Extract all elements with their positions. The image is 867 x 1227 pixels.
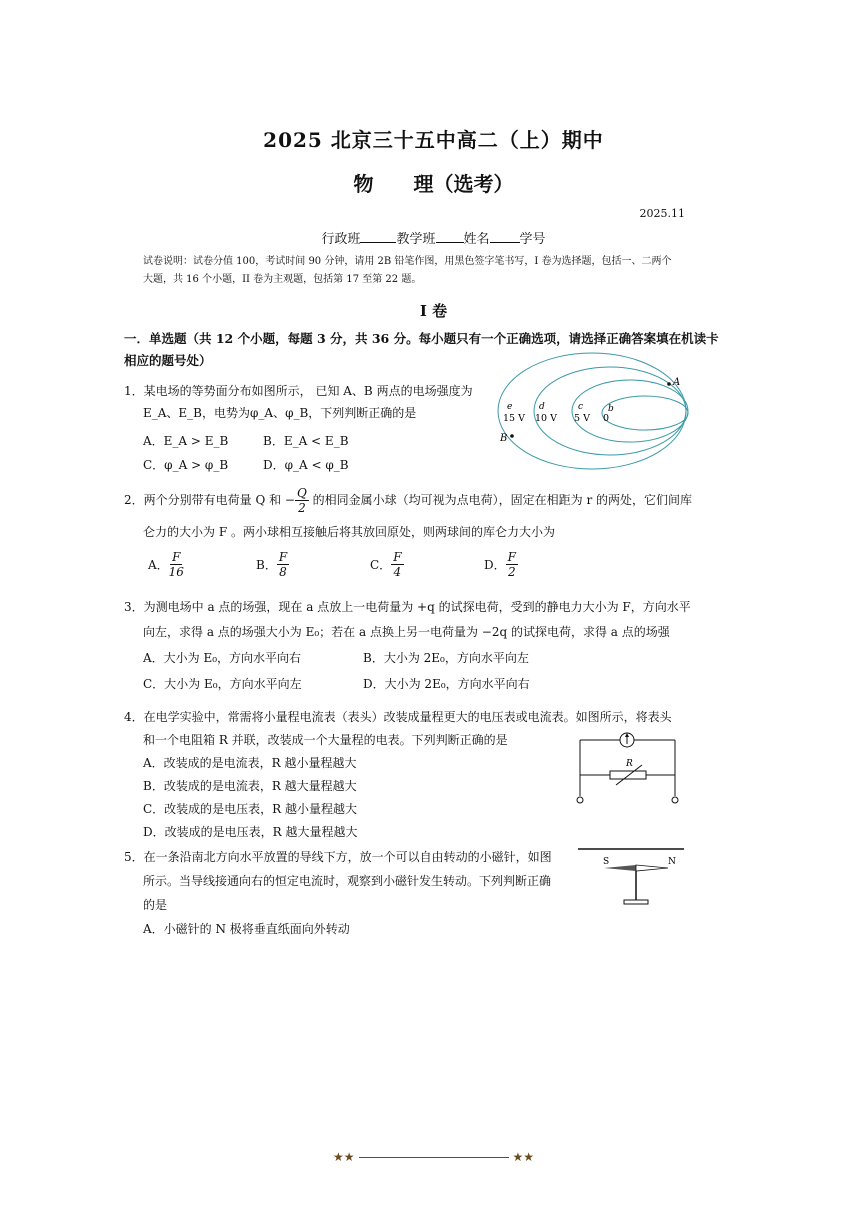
section-heading-line-1: 一．单选题（共 12 个小题，每题 3 分，共 36 分。每小题只有一个正确选项，请选择正确答案填在机读卡 bbox=[124, 331, 719, 346]
subject-title bbox=[0, 168, 867, 197]
resistor-box-icon bbox=[610, 771, 646, 779]
instructions-line-1: 试卷说明：试卷分值 100，考试时间 90 分钟，请用 2B 铅笔作图，用黑色签字笔书写，I 卷为选择题，包括一、二两个 bbox=[143, 256, 672, 267]
q2-option-c-frac bbox=[391, 550, 403, 579]
q1-option-b[interactable]: B．E_A < E_B bbox=[263, 434, 349, 448]
q1-option-d[interactable]: D．φ_A < φ_B bbox=[263, 458, 349, 472]
q2-option-b[interactable] bbox=[256, 550, 370, 579]
q2-option-b-num: F bbox=[278, 550, 288, 564]
q2-option-d-label: D． bbox=[484, 558, 506, 572]
exam-date: 2025.11 bbox=[639, 207, 685, 220]
admin-class-label: 行政班 bbox=[321, 232, 361, 247]
q2-option-c-label: C． bbox=[370, 558, 392, 572]
student-info-line bbox=[0, 228, 867, 247]
potential-c: 5 V bbox=[574, 413, 590, 424]
q2-options bbox=[148, 550, 568, 579]
q2-option-a-num: F bbox=[172, 550, 181, 564]
charge-fraction-den: 2 bbox=[298, 501, 306, 515]
q1-option-c[interactable]: C．φ_A > φ_B bbox=[143, 458, 229, 472]
teaching-class-label: 教学班 bbox=[396, 232, 436, 247]
q2-option-c-den: 4 bbox=[393, 565, 402, 579]
point-a-dot bbox=[667, 382, 671, 386]
admin-class-blank[interactable] bbox=[360, 230, 396, 243]
question-1-line-2: E_A、E_B，电势为φ_A、φ_B，下列判断正确的是 bbox=[143, 406, 417, 420]
q2-option-b-label: B． bbox=[256, 558, 277, 572]
q2-option-c[interactable] bbox=[370, 550, 484, 579]
equipotential-figure bbox=[495, 350, 695, 475]
q4-option-c[interactable]: C．改装成的是电压表，R 越小量程越大 bbox=[143, 802, 358, 816]
point-b-label: B bbox=[500, 433, 508, 444]
footer-divider bbox=[359, 1157, 509, 1158]
q2-option-d[interactable] bbox=[484, 550, 564, 579]
section-heading-line-2: 相应的题号处） bbox=[124, 353, 212, 368]
needle-base bbox=[624, 900, 648, 904]
name-label: 姓名 bbox=[463, 232, 490, 247]
label-d: d bbox=[539, 402, 545, 412]
q2-option-a-den: 16 bbox=[168, 565, 184, 579]
charge-fraction-num: Q bbox=[296, 486, 307, 500]
question-3 bbox=[124, 596, 694, 643]
needle-north-half bbox=[636, 865, 668, 871]
question-5-line-3: 的是 bbox=[143, 898, 168, 912]
left-terminal-icon bbox=[577, 797, 583, 803]
question-1 bbox=[124, 380, 494, 424]
point-b-dot bbox=[510, 434, 514, 438]
question-5-line-2: 所示。当导线接通向右的恒定电流时，观察到小磁针发生转动。下列判断正确 bbox=[143, 874, 552, 888]
q2-option-a-frac bbox=[169, 550, 184, 579]
q2-option-d-frac bbox=[506, 550, 518, 579]
subject-char-1: 物 bbox=[353, 172, 374, 196]
ammeter-circuit-figure bbox=[570, 728, 690, 808]
question-5 bbox=[124, 846, 584, 916]
volume-label: I 卷 bbox=[419, 302, 448, 320]
question-4-line-2: 和一个电阻箱 R 并联，改装成一个大量程的电表。下列判断正确的是 bbox=[143, 733, 508, 747]
question-2-line-2: 仑力的大小为 F 。两小球相互接触后将其放回原处，则两球间的库仑力大小为 bbox=[143, 525, 555, 539]
footer-stars-left: ★★ bbox=[332, 1150, 355, 1164]
charge-fraction bbox=[295, 486, 309, 515]
student-no-label: 学号 bbox=[519, 232, 546, 247]
q3-option-b[interactable]: B．大小为 2E₀，方向水平向左 bbox=[363, 651, 529, 665]
q3-option-c[interactable]: C．大小为 E₀，方向水平向左 bbox=[143, 677, 302, 691]
south-label: S bbox=[603, 857, 610, 867]
q4-option-d[interactable]: D．改装成的是电压表，R 越大量程越大 bbox=[143, 825, 358, 839]
equipotential-c bbox=[572, 380, 688, 442]
q2-option-b-frac bbox=[277, 550, 289, 579]
q5-option-a[interactable]: A．小磁针的 N 极将垂直纸面向外转动 bbox=[143, 922, 350, 936]
potential-b: 0 bbox=[603, 413, 610, 424]
right-terminal-icon bbox=[672, 797, 678, 803]
equipotential-b bbox=[602, 396, 688, 430]
resistor-label: R bbox=[626, 759, 633, 769]
q2-option-c-num: F bbox=[393, 550, 402, 564]
subject-char-2: 理（选考） bbox=[413, 172, 514, 196]
page-title: 2025 北京三十五中高二（上）期中 bbox=[263, 128, 604, 152]
name-blank[interactable] bbox=[490, 230, 520, 243]
q2-option-a-label: A． bbox=[148, 558, 169, 572]
question-2-line-1 bbox=[124, 486, 694, 515]
question-1-line-1: 1．某电场的等势面分布如图所示， 已知 A、B 两点的电场强度为 bbox=[124, 384, 473, 398]
q2-option-d-den: 2 bbox=[507, 565, 516, 579]
instructions-line-2: 大题，共 16 个小题，II 卷为主观题，包括第 17 至第 22 题。 bbox=[143, 274, 422, 285]
exam-instructions bbox=[143, 253, 688, 289]
q2-option-a[interactable] bbox=[148, 550, 256, 579]
point-a-label: A bbox=[673, 377, 681, 388]
q2-option-d-num: F bbox=[507, 550, 516, 564]
q4-option-a[interactable]: A．改装成的是电流表，R 越小量程越大 bbox=[143, 756, 357, 770]
equipotential-e bbox=[498, 353, 686, 469]
question-2-text-b: 的相同金属小球（均可视为点电荷），固定在相距为 r 的两处，它们间库 bbox=[308, 493, 693, 507]
compass-needle-figure bbox=[570, 840, 690, 915]
question-4-line-1: 4．在电学实验中，常需将小量程电流表（表头）改装成量程更大的电压表或电流表。如图所示，将表头 bbox=[124, 710, 672, 724]
question-2 bbox=[124, 486, 694, 543]
footer-stars-right: ★★ bbox=[512, 1150, 535, 1164]
q1-option-a[interactable]: A．E_A > E_B bbox=[143, 434, 229, 448]
q3-option-d[interactable]: D．大小为 2E₀，方向水平向右 bbox=[363, 677, 530, 691]
teaching-class-blank[interactable] bbox=[436, 230, 464, 243]
question-3-line-2: 向左，求得 a 点的场强大小为 E₀；若在 a 点换上另一电荷量为 −2q 的试探电荷，求得 a 点的场强 bbox=[143, 625, 670, 639]
question-3-line-1: 3．为测电场中 a 点的场强，现在 a 点放上一电荷量为 +q 的试探电荷，受到的静电力大小为 F，方向水平 bbox=[124, 600, 691, 614]
question-2-text-a: 2．两个分别带有电荷量 Q 和 − bbox=[124, 493, 295, 507]
q2-option-b-den: 8 bbox=[279, 565, 287, 579]
potential-d: 10 V bbox=[535, 413, 557, 424]
north-label: N bbox=[668, 857, 676, 867]
question-5-line-1: 5．在一条沿南北方向水平放置的导线下方，放一个可以自由转动的小磁针，如图 bbox=[124, 850, 552, 864]
q3-option-a[interactable]: A．大小为 E₀，方向水平向右 bbox=[143, 651, 302, 665]
label-b: b bbox=[608, 404, 614, 414]
q4-option-b[interactable]: B．改装成的是电流表，R 越大量程越大 bbox=[143, 779, 357, 793]
potential-e: 15 V bbox=[503, 413, 525, 424]
label-c: c bbox=[578, 402, 584, 412]
label-e: e bbox=[507, 402, 513, 412]
page-footer bbox=[0, 1150, 867, 1164]
